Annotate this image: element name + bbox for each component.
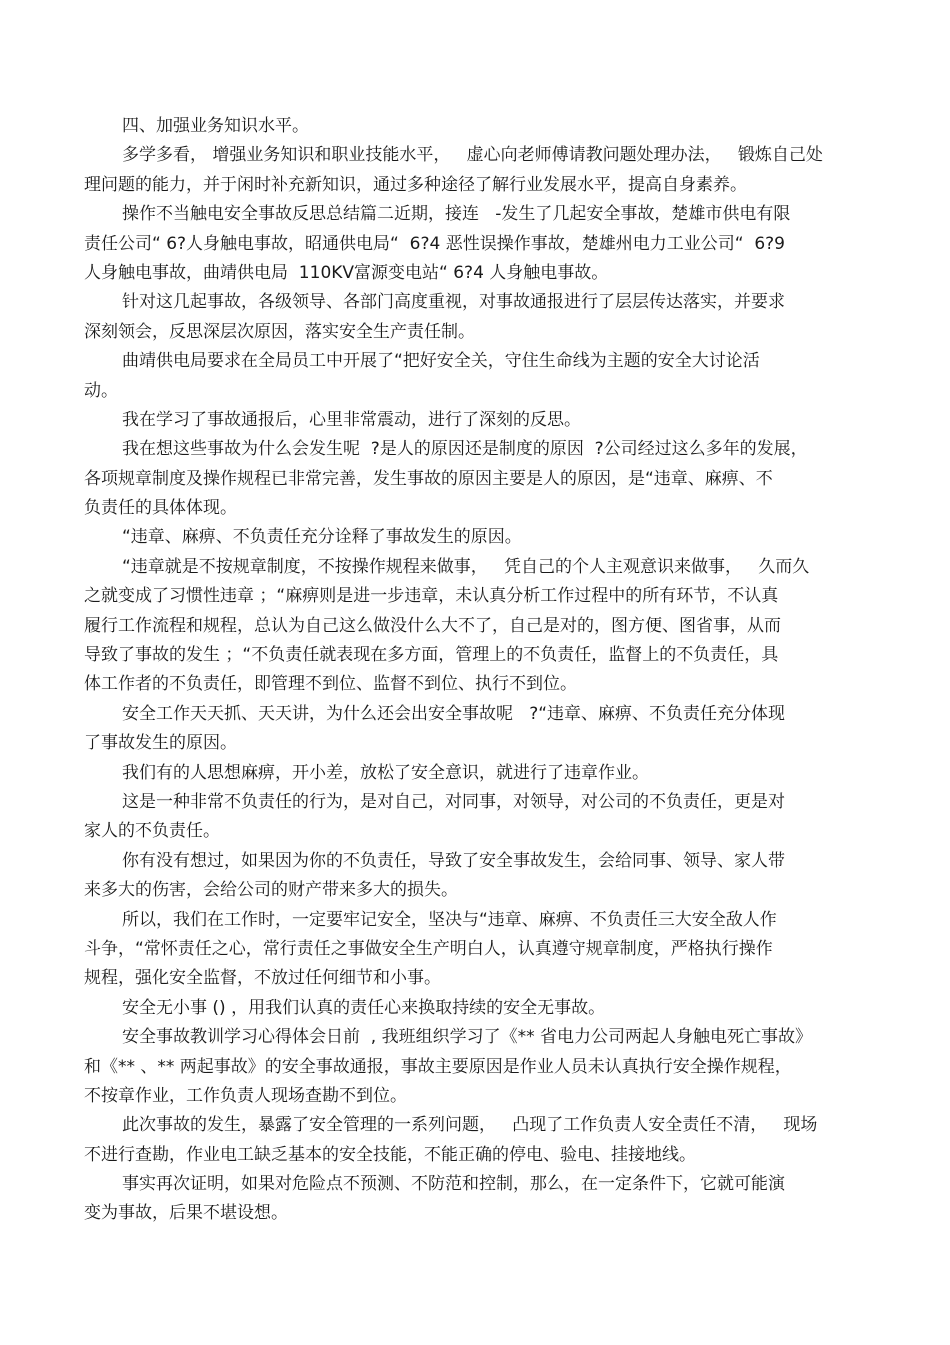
text-line: 理问题的能力，并于闲时补充新知识，通过多种途径了解行业发展水平，提高自身素养。 bbox=[84, 174, 747, 195]
text-line: 家人的不负责任。 bbox=[84, 821, 220, 842]
text-line: 这是一种非常不负责任的行为，是对自己，对同事，对领导，对公司的不负责任，更是对 bbox=[122, 791, 785, 812]
text-line: 不按章作业，工作负责人现场查勘不到位。 bbox=[84, 1085, 407, 1106]
document-body bbox=[84, 112, 874, 1229]
text-line: 安全事故教训学习心得体会日前 , 我班组织学习了《** 省电力公司两起人身触电死亡事故》 bbox=[122, 1027, 813, 1048]
text-line: 不进行查勘，作业电工缺乏基本的安全技能，不能正确的停电、验电、挂接地线。 bbox=[84, 1144, 696, 1165]
text-line: 人身触电事故，曲靖供电局 110KV富源变电站“ 6?4 人身触电事故。 bbox=[84, 262, 609, 283]
text-line: 责任公司“ 6?人身触电事故，昭通供电局“ 6?4 恶性误操作事故，楚雄州电力工业公司“ 6?9 bbox=[84, 233, 785, 254]
text-line: 操作不当触电安全事故反思总结篇二近期，接连 -发生了几起安全事故，楚雄市供电有限 bbox=[122, 204, 791, 225]
text-line: 导致了事故的发生 ；“不负责任就表现在多方面，管理上的不负责任，监督上的不负责任，具 bbox=[84, 645, 779, 666]
text-line: 所以，我们在工作时，一定要牢记安全，坚决与“违章、麻痹、不负责任三大安全敌人作 bbox=[122, 909, 777, 930]
text-line: 四、加强业务知识水平。 bbox=[122, 116, 309, 136]
text-line: 安全工作天天抓、天天讲，为什么还会出安全事故呢 ?“违章、麻痹、不负责任充分体现 bbox=[122, 703, 786, 724]
text-line: 和《** 、** 两起事故》的安全事故通报，事故主要原因是作业人员未认真执行安全操作规程， bbox=[84, 1056, 792, 1077]
text-line: 负责任的具体体现。 bbox=[84, 498, 237, 519]
text-line: 各项规章制度及操作规程已非常完善，发生事故的原因主要是人的原因，是“违章、麻痹、不 bbox=[84, 468, 773, 489]
text-line: 我在学习了事故通报后，心里非常震动，进行了深刻的反思。 bbox=[122, 409, 581, 430]
text-line: 我在想这些事故为什么会发生呢 ?是人的原因还是制度的原因 ?公司经过这么多年的发展， bbox=[122, 439, 808, 460]
text-line: 深刻领会，反思深层次原因，落实安全生产责任制。 bbox=[84, 321, 475, 342]
text-line: 事实再次证明，如果对危险点不预测、不防范和控制，那么，在一定条件下，它就可能演 bbox=[122, 1174, 785, 1195]
text-line: 针对这几起事故，各级领导、各部门高度重视，对事故通报进行了层层传达落实，并要求 bbox=[122, 292, 785, 313]
text-line: 此次事故的发生，暴露了安全管理的一系列问题， 凸现了工作负责人安全责任不清， 现场 bbox=[122, 1115, 818, 1136]
text-line: 履行工作流程和规程，总认为自己这么做没什么大不了，自己是对的，图方便、图省事，从而 bbox=[84, 615, 781, 636]
text-line: 之就变成了习惯性违章 ；“麻痹则是进一步违章，未认真分析工作过程中的所有环节，不认真 bbox=[84, 586, 779, 607]
text-line: 变为事故，后果不堪设想。 bbox=[84, 1203, 288, 1224]
text-line: 多学多看， 增强业务知识和职业技能水平， 虚心向老师傅请教问题处理办法， 锻炼自己处 bbox=[122, 145, 823, 166]
text-line: 了事故发生的原因。 bbox=[84, 733, 237, 754]
text-line: 动。 bbox=[84, 380, 118, 401]
text-line: 我们有的人思想麻痹，开小差，放松了安全意识，就进行了违章作业。 bbox=[122, 762, 649, 783]
text-line: 斗争，“常怀责任之心，常行责任之事做安全生产明白人，认真遵守规章制度，严格执行操作 bbox=[84, 938, 773, 959]
text-line: 来多大的伤害，会给公司的财产带来多大的损失。 bbox=[84, 880, 458, 901]
text-line: 曲靖供电局要求在全局员工中开展了“把好安全关，守住生命线为主题的安全大讨论活 bbox=[122, 351, 760, 372]
text-line: 安全无小事 () ，用我们认真的责任心来换取持续的安全无事故。 bbox=[122, 997, 606, 1018]
text-line: 体工作者的不负责任，即管理不到位、监督不到位、执行不到位。 bbox=[84, 674, 577, 695]
text-line: “违章、麻痹、不负责任充分诠释了事故发生的原因。 bbox=[122, 527, 522, 548]
text-line: 规程，强化安全监督，不放过任何细节和小事。 bbox=[84, 968, 441, 989]
text-line: 你有没有想过，如果因为你的不负责任，导致了安全事故发生，会给同事、领导、家人带 bbox=[122, 850, 785, 871]
text-line: “违章就是不按规章制度，不按操作规程来做事， 凭自己的个人主观意识来做事， 久而久 bbox=[122, 556, 810, 577]
